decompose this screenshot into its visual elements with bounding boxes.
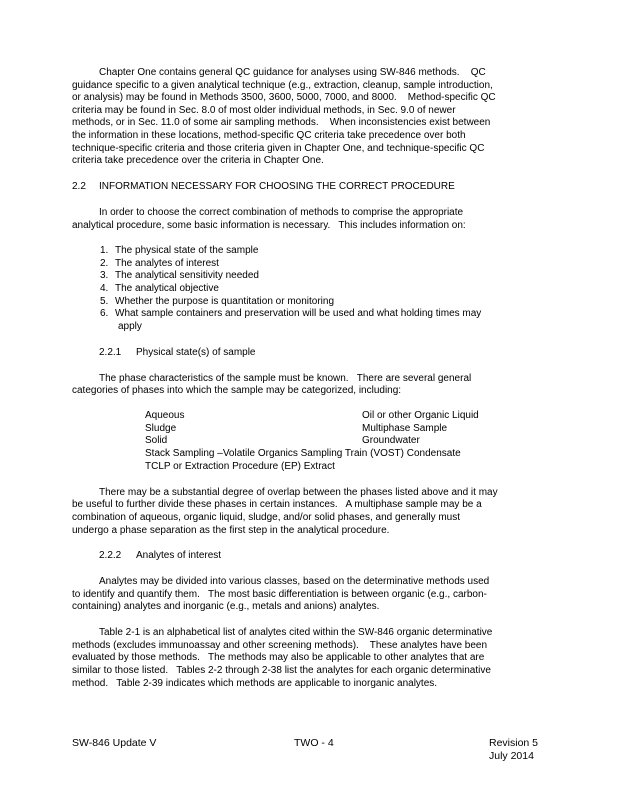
- overlap-line-1: There may be a substantial degree of overlap between the phases listed above and it may: [99, 487, 498, 498]
- phase-groundwater: Groundwater: [362, 435, 420, 446]
- table-para-line-3: evaluated by those methods. The methods may also be applicable to other analytes that are: [72, 652, 485, 663]
- section-2-2-2-title: Analytes of interest: [136, 550, 222, 561]
- phase-tclp-extract: TCLP or Extraction Procedure (EP) Extract: [145, 461, 335, 472]
- footer-date: July 2014: [489, 750, 534, 762]
- intro-line-5: methods, or in Sec. 11.0 of some air sampling methods. When inconsistencies exist between: [72, 117, 491, 128]
- phase-oil-organic-liquid: Oil or other Organic Liquid: [362, 410, 479, 421]
- intro-line-6: the information in these locations, method-specific QC criteria take precedence over both: [72, 130, 466, 141]
- intro-line-1: Chapter One contains general QC guidance for analyses using SW-846 methods. QC: [99, 67, 486, 78]
- phase-aqueous: Aqueous: [145, 410, 185, 421]
- phase-sludge: Sludge: [145, 423, 177, 434]
- list-item-5-number: 5.: [100, 296, 109, 307]
- list-item-4-number: 4.: [100, 283, 109, 294]
- section-2-2-1-para-line-2: categories of phases into which the sample may be categorized, including:: [72, 385, 402, 396]
- footer-revision: Revision 5: [489, 737, 539, 749]
- section-2-2-number: 2.2: [72, 181, 86, 192]
- table-para-line-1: Table 2-1 is an alphabetical list of analytes cited within the SW-846 organic determinative: [99, 627, 493, 638]
- phase-solid: Solid: [145, 435, 168, 446]
- section-2-2-1-number: 2.2.1: [99, 347, 122, 358]
- overlap-line-4: undergo a phase separation as the first step in the analytical procedure.: [72, 525, 390, 536]
- footer-document-name: SW-846 Update V: [72, 737, 157, 749]
- section-2-2-2-para-line-1: Analytes may be divided into various classes, based on the determinative methods used: [99, 576, 490, 587]
- list-item-1-text: The physical state of the sample: [115, 245, 259, 256]
- intro-line-3: or analysis) may be found in Methods 3500, 3600, 5000, 7000, and 8000. Method-specific QC: [72, 92, 496, 103]
- footer-page-number: TWO - 4: [294, 737, 334, 749]
- list-item-1-number: 1.: [100, 245, 109, 256]
- list-item-5-text: Whether the purpose is quantitation or monitoring: [115, 296, 335, 307]
- list-item-2-text: The analytes of interest: [115, 258, 219, 269]
- section-2-2-2-number: 2.2.2: [99, 550, 122, 561]
- phase-multiphase-sample: Multiphase Sample: [362, 423, 448, 434]
- table-para-line-5: method. Table 2-39 indicates which methods are applicable to inorganic analytes.: [72, 678, 438, 689]
- list-item-3-text: The analytical sensitivity needed: [115, 270, 259, 281]
- section-2-2-1-title: Physical state(s) of sample: [136, 347, 256, 358]
- section-2-2-2-para-line-2: to identify and quantify them. The most basic differentiation is between organic (e.g., carbon-: [72, 589, 487, 600]
- intro-line-8: criteria take precedence over the criteria in Chapter One.: [72, 155, 324, 166]
- section-2-2-2-para-line-3: containing) analytes and inorganic (e.g., metals and anions) analytes.: [72, 601, 380, 612]
- table-para-line-2: methods (excludes immunoassay and other screening methods). These analytes have been: [72, 640, 488, 651]
- overlap-line-2: be useful to further divide these phases in certain instances. A multiphase sample may be a: [72, 499, 482, 510]
- list-item-6-number: 6.: [100, 308, 109, 319]
- section-2-2-para-line-2: analytical procedure, some basic information is necessary. This includes information on:: [72, 220, 466, 231]
- list-item-4-text: The analytical objective: [115, 283, 219, 294]
- section-2-2-1-para-line-1: The phase characteristics of the sample must be known. There are several general: [99, 373, 472, 384]
- intro-line-7: technique-specific criteria and those criteria given in Chapter One, and technique-specific QC: [72, 143, 485, 154]
- section-2-2-title: INFORMATION NECESSARY FOR CHOOSING THE CORRECT PROCEDURE: [99, 181, 455, 192]
- list-item-6-text: What sample containers and preservation will be used and what holding times may: [115, 308, 482, 319]
- intro-line-4: criteria may be found in Sec. 8.0 of most older individual methods, in Sec. 9.0 of newer: [72, 105, 456, 116]
- table-para-line-4: similar to those listed. Tables 2-2 through 2-38 list the analytes for each organic determinative: [72, 665, 491, 676]
- list-item-2-number: 2.: [100, 258, 109, 269]
- intro-line-2: guidance specific to a given analytical technique (e.g., extraction, cleanup, sample introduction,: [72, 80, 493, 91]
- overlap-line-3: combination of aqueous, organic liquid, sludge, and/or solid phases, and generally must: [72, 512, 461, 523]
- phase-stack-sampling: Stack Sampling –Volatile Organics Sampling Train (VOST) Condensate: [145, 448, 461, 459]
- list-item-3-number: 3.: [100, 270, 109, 281]
- list-item-6-continuation: apply: [118, 321, 142, 332]
- section-2-2-para-line-1: In order to choose the correct combination of methods to comprise the appropriate: [99, 207, 464, 218]
